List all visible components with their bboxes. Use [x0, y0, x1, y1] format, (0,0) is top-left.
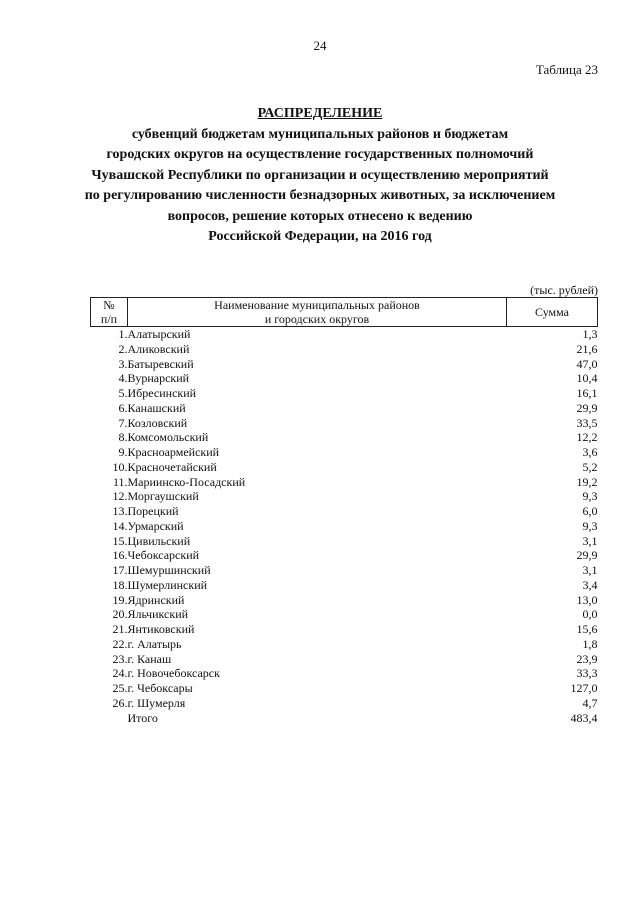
table-row	[91, 357, 598, 372]
header-name-line1: Наименование муниципальных районов	[214, 298, 420, 312]
row-name: Комсомольский	[127, 430, 209, 445]
row-sum: 33,3	[576, 666, 598, 681]
row-number: 23.	[112, 651, 128, 666]
total-sum: 483,4	[570, 710, 598, 725]
table-row	[91, 460, 598, 475]
table-row	[91, 504, 598, 519]
page-number: 24	[313, 38, 327, 53]
table-row	[91, 519, 598, 534]
row-sum: 3,6	[582, 445, 598, 459]
title-line: Российской Федерации, на 2016 год	[208, 229, 432, 244]
row-sum: 3,1	[582, 563, 598, 577]
table-row	[91, 386, 598, 401]
row-name: Шумерлинский	[127, 577, 208, 592]
table-header-row	[91, 298, 598, 327]
table-row	[91, 489, 598, 504]
units-note: (тыс. рублей)	[530, 283, 598, 297]
row-sum: 16,1	[576, 386, 598, 400]
row-number: 10.	[112, 459, 128, 474]
row-name: Моргаушский	[127, 489, 199, 504]
header-sum: Сумма	[507, 298, 598, 327]
row-number: 7.	[118, 415, 128, 430]
row-sum: 10,4	[576, 371, 598, 386]
row-name: Ядринский	[127, 592, 185, 607]
table-row	[91, 652, 598, 667]
row-sum: 23,9	[576, 651, 598, 666]
row-number: 15.	[112, 533, 128, 548]
table-label: Таблица 23	[535, 62, 598, 77]
row-name: Козловский	[127, 415, 188, 430]
table-row	[91, 445, 598, 460]
row-name: г. Новочебоксарск	[127, 666, 220, 681]
row-number: 20.	[112, 607, 128, 622]
row-name: Мариинско-Посадский	[127, 474, 246, 489]
table-row	[91, 593, 598, 608]
table-row	[91, 578, 598, 593]
row-number: 26.	[112, 695, 128, 710]
row-sum: 29,9	[576, 400, 598, 415]
row-name: г. Алатырь	[127, 636, 182, 651]
row-number: 3.	[118, 356, 128, 371]
distribution-table	[90, 297, 598, 725]
total-row	[91, 711, 598, 726]
row-number: 21.	[112, 622, 128, 636]
title-line: вопросов, решение которых отнесено к ведению	[167, 208, 473, 224]
row-number: 22.	[112, 636, 128, 651]
table-row	[91, 475, 598, 490]
total-label: Итого	[127, 710, 158, 725]
row-name: Янтиковский	[127, 622, 195, 636]
row-name: Красночетайский	[127, 459, 217, 474]
row-name: Вурнарский	[127, 371, 190, 386]
table-row	[91, 327, 598, 342]
row-name: г. Канаш	[127, 651, 172, 666]
row-sum: 33,5	[576, 415, 598, 430]
row-name: Аликовский	[127, 341, 190, 356]
header-number	[91, 298, 128, 327]
row-sum: 29,9	[576, 548, 598, 563]
row-sum: 19,2	[576, 474, 598, 489]
row-name: Яльчикский	[127, 607, 189, 622]
row-name: Урмарский	[127, 518, 184, 533]
row-number: 1.	[118, 327, 128, 341]
row-number: 11.	[112, 474, 128, 489]
table-row	[91, 696, 598, 711]
row-sum: 9,3	[582, 489, 598, 504]
title-line: Чувашской Республики по организации и осуществлению мероприятий	[91, 167, 549, 183]
title-line: по регулированию численности безнадзорных животных, за исключением	[84, 188, 556, 203]
row-name: Порецкий	[127, 504, 179, 518]
row-name: Цивильский	[127, 533, 191, 548]
row-sum: 1,3	[582, 327, 598, 341]
row-number: 18.	[112, 577, 128, 592]
row-number: 16.	[112, 548, 128, 563]
row-name: Батыревский	[127, 356, 194, 371]
row-number: 2.	[118, 341, 128, 356]
row-name: Алатырский	[127, 327, 191, 341]
row-sum: 127,0	[570, 681, 598, 695]
row-number: 13.	[112, 504, 128, 518]
document-title	[60, 104, 580, 248]
row-sum: 15,6	[576, 622, 598, 636]
table-row	[91, 401, 598, 416]
row-sum: 5,2	[582, 459, 598, 474]
row-name: Чебоксарский	[127, 548, 200, 563]
row-sum: 9,3	[582, 518, 598, 533]
row-number: 5.	[118, 386, 128, 400]
title-main: РАСПРЕДЕЛЕНИЕ	[257, 106, 383, 121]
row-sum: 1,8	[582, 636, 598, 651]
header-number-line1: №	[103, 298, 115, 312]
row-sum: 13,0	[576, 592, 598, 607]
table-row	[91, 371, 598, 386]
row-number: 24.	[112, 666, 128, 681]
table-row	[91, 563, 598, 578]
table-row	[91, 681, 598, 696]
table-row	[91, 637, 598, 652]
row-name: Красноармейский	[127, 445, 220, 459]
table-row	[91, 534, 598, 549]
row-sum: 21,6	[576, 341, 598, 356]
row-number: 12.	[112, 489, 128, 504]
row-number: 4.	[118, 371, 128, 386]
header-number-line2: п/п	[100, 312, 118, 326]
table-row	[91, 607, 598, 622]
row-number: 17.	[112, 563, 128, 577]
total-number-cell	[91, 711, 128, 726]
title-line: городских округов на осуществление государственных полномочий	[106, 147, 534, 162]
table-row	[91, 548, 598, 563]
row-sum: 0,0	[582, 607, 598, 622]
title-line: субвенций бюджетам муниципальных районов и бюджетам	[131, 126, 509, 142]
row-number: 14.	[112, 518, 128, 533]
table-row	[91, 622, 598, 637]
row-name: г. Шумерля	[127, 695, 186, 710]
row-sum: 47,0	[576, 356, 598, 371]
row-name: Ибресинский	[127, 386, 197, 400]
row-sum: 6,0	[582, 504, 598, 518]
header-name	[128, 298, 507, 327]
row-name: г. Чебоксары	[127, 681, 193, 695]
row-number: 25.	[112, 681, 128, 695]
row-name: Канашский	[127, 400, 186, 415]
row-sum: 3,1	[582, 533, 598, 548]
row-sum: 12,2	[576, 430, 598, 445]
table-row	[91, 430, 598, 445]
header-name-line2: и городских округов	[264, 312, 370, 326]
row-number: 19.	[112, 592, 128, 607]
table-row	[91, 416, 598, 431]
row-number: 9.	[118, 445, 128, 459]
row-number: 6.	[118, 400, 128, 415]
table-body	[91, 327, 598, 726]
row-name: Шемуршинский	[127, 563, 211, 577]
row-sum: 4,7	[582, 695, 598, 710]
table-row	[91, 666, 598, 681]
row-number: 8.	[118, 430, 128, 445]
row-sum: 3,4	[582, 577, 598, 592]
table-row	[91, 342, 598, 357]
